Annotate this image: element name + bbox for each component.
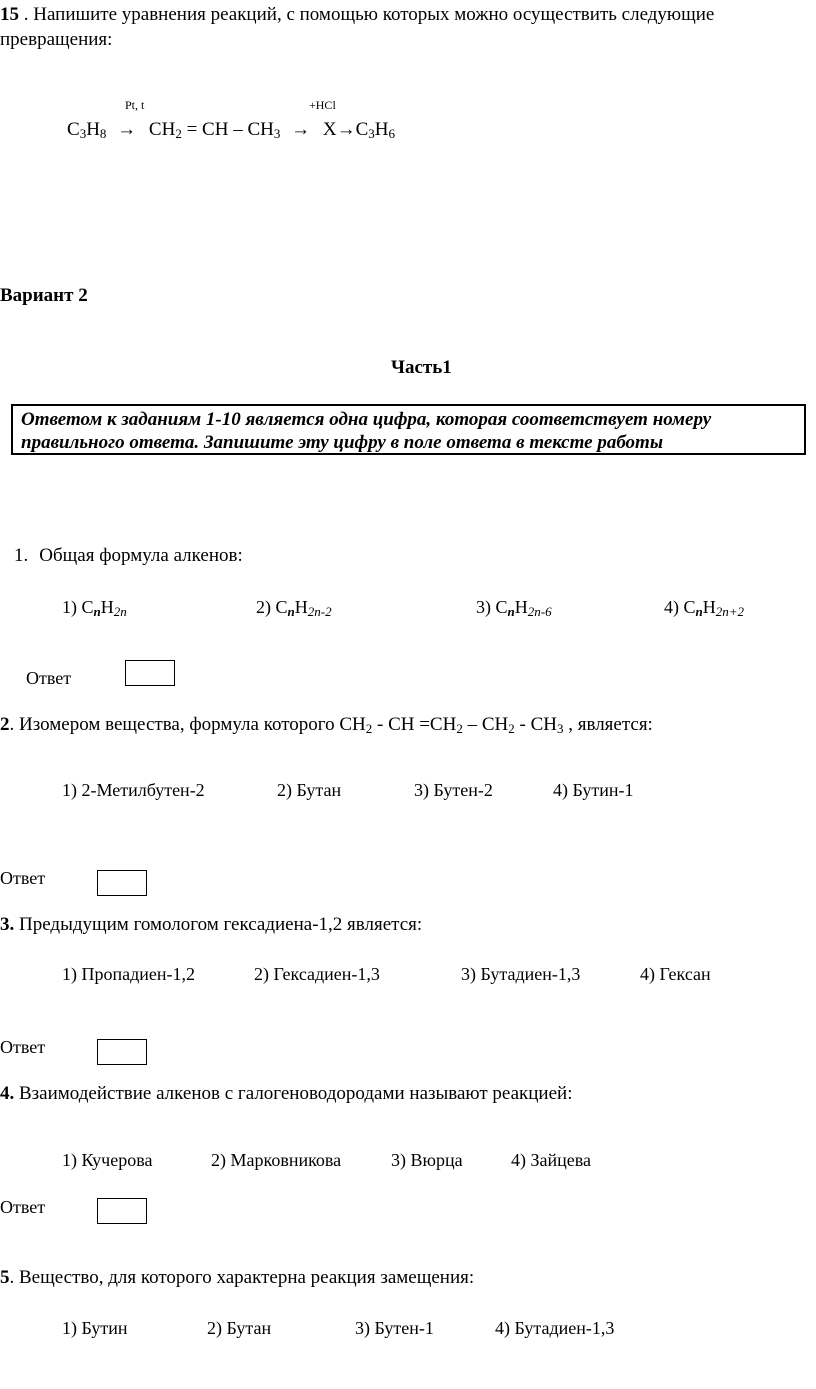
answer-label: Ответ: [0, 868, 46, 888]
question-text: Предыдущим гомологом гексадиена-1,2 является:: [14, 914, 423, 935]
q1-option-4: 4) CnH2n+2: [664, 597, 745, 619]
task15-line1: [0, 4, 714, 26]
q4-option-3: 3) Вюрца: [391, 1150, 463, 1170]
answer-field-3[interactable]: [97, 1039, 147, 1065]
answer-label: Ответ: [26, 668, 72, 688]
task15-line2: превращения:: [0, 29, 113, 50]
instructions-box: Ответом к заданиям 1-10 является одна цифра, которая соответствует номеру правильного ответа. Запишите эту цифру в поле ответа в тексте работы: [11, 404, 806, 455]
q3-option-1: 1) Пропадиен-1,2: [62, 964, 196, 984]
formula-c3h6: C3H6: [355, 119, 395, 141]
answer-label: Ответ: [0, 1197, 46, 1217]
q2-option-3: 3) Бутен-2: [414, 780, 493, 800]
question-3: [0, 914, 422, 936]
q4-option-4: 4) Зайцева: [511, 1150, 592, 1170]
question-number: 2: [0, 714, 10, 735]
q2-option-1: 1) 2-Метилбутен-2: [62, 780, 205, 800]
q2-option-4: 4) Бутин-1: [553, 780, 634, 800]
q4-option-2: 2) Марковникова: [211, 1150, 342, 1170]
question-text: Взаимодействие алкенов с галогеноводородами называют реакцией:: [14, 1083, 573, 1104]
formula-propene: CH2 = CH – CH3: [148, 119, 281, 141]
answer-field-4[interactable]: [97, 1198, 147, 1224]
question-2: 2. Изомером вещества, формула которого CH2 - CH =CH2 – CH2 - CH3 , является:: [0, 714, 653, 736]
formula-c3h8: C3H8: [67, 119, 107, 141]
question-number: 1.: [14, 545, 29, 566]
question-number: 3.: [0, 914, 15, 935]
answer-field-1[interactable]: [125, 660, 175, 686]
question-1: [14, 545, 243, 567]
q4-option-1: 1) Кучерова: [62, 1150, 153, 1170]
question-text: Общая формула алкенов:: [39, 545, 243, 566]
q5-option-3: 3) Бутен-1: [355, 1318, 434, 1338]
q1-option-3: 3) CnH2n-6: [476, 597, 552, 619]
part-heading: Часть1: [391, 357, 452, 378]
answer-label: Ответ: [0, 1037, 46, 1057]
question-number: 5: [0, 1267, 10, 1288]
q3-option-4: 4) Гексан: [640, 964, 711, 984]
question-text: . Вещество, для которого характерна реакция замещения:: [9, 1267, 475, 1288]
condition-pt-t: Pt, t: [125, 98, 145, 112]
q2-option-2: 2) Бутан: [277, 780, 342, 800]
q3-option-2: 2) Гексадиен-1,3: [254, 964, 380, 984]
variant-heading: Вариант 2: [0, 285, 88, 306]
arrow-icon: →: [117, 119, 137, 140]
formula-x: X: [322, 119, 337, 140]
arrow-icon: →: [336, 119, 356, 140]
q5-option-1: 1) Бутин: [62, 1318, 128, 1338]
question-4: [0, 1083, 572, 1105]
task15-text: . Напишите уравнения реакций, с помощью которых можно осуществить следующие: [19, 4, 715, 25]
q1-option-1: 1) CnH2n: [62, 597, 127, 619]
q5-option-4: 4) Бутадиен-1,3: [495, 1318, 615, 1338]
question-5: [0, 1267, 474, 1289]
reaction-scheme: [67, 119, 395, 142]
question-number: 4.: [0, 1083, 15, 1104]
q1-option-2: 2) CnH2n-2: [256, 597, 332, 619]
arrow-icon: →: [291, 119, 311, 140]
task15-number: 15: [0, 4, 19, 25]
answer-field-2[interactable]: [97, 870, 147, 896]
q5-option-2: 2) Бутан: [207, 1318, 272, 1338]
condition-hcl: +HCl: [309, 98, 336, 112]
q3-option-3: 3) Бутадиен-1,3: [461, 964, 581, 984]
